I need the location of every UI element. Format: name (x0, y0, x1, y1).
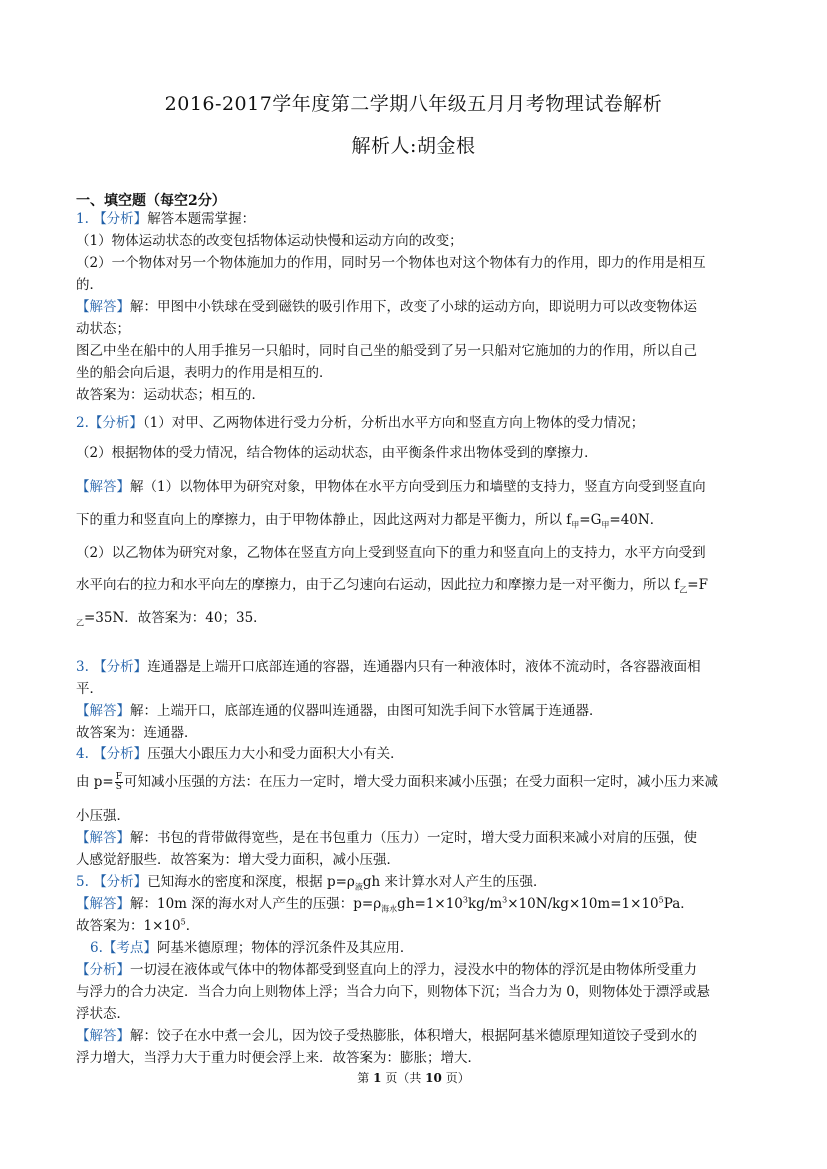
subscript-jia-2: 甲 (601, 520, 610, 530)
superscript-5: 5 (658, 895, 664, 905)
superscript-5b: 5 (180, 917, 186, 927)
q1-analysis-tag: 【分析】 (93, 211, 148, 227)
q4-answer-line-2: 人感觉舒服些．故答案为：增大受力面积，减小压强． (76, 852, 400, 868)
q4-answer-text-1: 解：书包的背带做得宽些，是在书包重力（压力）一定时，增大受力面积来减小对肩的压强，使 (130, 830, 697, 846)
q5-answer-part-2: kg/m (468, 896, 503, 912)
q6-answer-text-1: 解：饺子在水中煮一会儿，因为饺子受热膨胀，体积增大，根据阿基米德原理知道饺子受到水的 (130, 1028, 697, 1044)
q5-answer-text: 解：10m 深的海水对人产生的压强：p=ρ (130, 896, 382, 912)
q5-number: 5. (76, 874, 89, 890)
q1-final-answer: 故答案为：运动状态；相互的． (76, 387, 265, 403)
q4-analysis-line-2 (76, 772, 756, 792)
superscript-3b: 3 (502, 895, 508, 905)
subscript-yi: 乙 (679, 585, 688, 595)
q5-answer-line (76, 894, 756, 914)
q2-answer-text-1: 解（1）以物体甲为研究对象，甲物体在水平方向受到压力和墙壁的支持力，竖直方向受到竖直向 (130, 479, 706, 495)
q2-analysis-line-1 (76, 413, 756, 433)
q5-answer-part-1: gh=1×10 (397, 896, 463, 912)
q6-answer-line-1 (76, 1026, 756, 1046)
q4-answer-line-1 (76, 828, 756, 848)
q3-final-answer: 故答案为：连通器． (76, 725, 198, 741)
q1-answer-line-2: 动状态； (76, 321, 130, 337)
q2-analysis-line-2: （2）根据物体的受力情况，结合物体的运动状态，由平衡条件求出物体受到的摩擦力． (76, 445, 598, 461)
q5-analysis-text: 已知海水的密度和深度，根据 p=ρ (147, 874, 355, 890)
q6-analysis-line-2: 与浮力的合力决定．当合力向上则物体上浮；当合力向下，则物体下沉；当合力为 0，则物体处于漂浮或悬 (76, 984, 710, 1000)
superscript-3: 3 (462, 895, 468, 905)
q6-analysis-text-1: 一切浸在液体或气体中的物体都受到竖直向上的浮力，浸没水中的物体的浮沉是由物体所受重力 (130, 962, 697, 978)
q3-analysis-line-2: 平． (76, 681, 103, 697)
q1-answer-line-1 (76, 297, 756, 317)
total-pages: 10 (425, 1071, 442, 1085)
fraction-numerator: F (115, 772, 122, 782)
q3-answer-text: 解：上端开口，底部连通的仪器叫连通器，由图可知洗手间下水管属于连通器． (130, 703, 603, 719)
q4-formula-prefix: 由 p= (76, 774, 114, 790)
q2-answer-text-4: 水平向右的拉力和水平向左的摩擦力，由于乙匀速向右运动，因此拉力和摩擦力是一对平衡力，所以 f (76, 577, 680, 593)
q2-answer-text-2b: =G (579, 512, 602, 528)
q3-analysis-text-1: 连通器是上端开口底部连通的容器，连通器内只有一种液体时，液体不流动时，各容器液面相 (147, 659, 701, 675)
q4-analysis-tag: 【分析】 (93, 746, 148, 762)
q3-analysis-line-1 (76, 657, 756, 677)
q1-point-2b: 的． (76, 277, 103, 293)
document-author: 解析人:胡金根 (351, 135, 476, 157)
q4-analysis-line-3: 小压强． (76, 808, 130, 824)
q5-final-text: 故答案为：1×10 (76, 918, 181, 934)
q2-answer-line-3: （2）以乙物体为研究对象，乙物体在竖直方向上受到竖直向下的重力和竖直向上的支持力，水平方向受到 (76, 545, 706, 561)
subscript-yi-2: 乙 (76, 618, 84, 628)
q6-answer-line-2: 浮力增大，当浮力大于重力时便会浮上来．故答案为：膨胀；增大． (76, 1050, 481, 1066)
q1-answer-line-4: 坐的船会向后退，表明力的作用是相互的． (76, 365, 333, 381)
q5-analysis-text-2: gh 来计算水对人产生的压强． (362, 874, 547, 890)
section-heading: 一、填空题（每空2分） (76, 193, 226, 209)
q2-analysis-text-1: （1）对甲、乙两物体进行受力分析，分析出水平方向和竖直方向上物体的受力情况； (142, 415, 645, 431)
q1-analysis-line (76, 209, 756, 229)
q4-number: 4. (76, 746, 89, 762)
q2-answer-text-2: 下的重力和竖直向上的摩擦力，由于甲物体静止，因此这两对力都是平衡力，所以 f (76, 512, 572, 528)
fraction-denominator: S (115, 782, 122, 792)
q2-answer-line-1 (76, 477, 756, 497)
q3-analysis-tag: 【分析】 (93, 659, 148, 675)
footer-prefix: 第 (357, 1071, 370, 1085)
q1-point-1: （1）物体运动状态的改变包括物体运动快慢和运动方向的改变； (76, 233, 463, 249)
q5-answer-tag: 【解答】 (76, 896, 130, 912)
q6-analysis-line-1 (76, 960, 756, 980)
q4-analysis-text-1: 压强大小跟压力大小和受力面积大小有关． (147, 746, 404, 762)
q6-point-line (90, 938, 756, 958)
q2-final-answer: =35N．故答案为：40；35． (84, 610, 267, 626)
q2-answer-text-4b: =F (687, 577, 708, 593)
footer-suffix: 页） (445, 1071, 470, 1085)
q2-answer-line-5 (76, 608, 756, 628)
q2-number: 2. (76, 415, 89, 431)
page-footer (0, 1069, 827, 1086)
q5-final-end: ． (185, 918, 200, 934)
q6-answer-tag: 【解答】 (76, 1028, 130, 1044)
q3-answer-line (76, 701, 756, 721)
q2-analysis-tag: 【分析】 (88, 415, 143, 431)
q6-analysis-tag: 【分析】 (76, 962, 130, 978)
q4-analysis-line-1 (76, 744, 756, 764)
q2-answer-text-2c: =40N． (609, 512, 664, 528)
q3-number: 3. (76, 659, 89, 675)
q6-analysis-line-3: 浮状态． (76, 1006, 130, 1022)
subscript-ye: 液 (354, 882, 363, 892)
q5-answer-part-3: ×10N/kg×10m=1×10 (507, 896, 659, 912)
q1-point-2a: （2）一个物体对另一个物体施加力的作用，同时另一个物体也对这个物体有力的作用，即力的作用是相互 (76, 255, 706, 271)
fraction-f-over-s (115, 773, 123, 792)
subscript-jia: 甲 (571, 520, 580, 530)
q5-analysis-line (76, 872, 756, 892)
page-number: 1 (373, 1071, 382, 1085)
q1-number: 1. (76, 211, 89, 227)
footer-middle: 页（共 (385, 1071, 422, 1085)
q4-analysis-text-2: 可知减小压强的方法：在压力一定时，增大受力面积来减小压强；在受力面积一定时，减小压力来减 (124, 774, 718, 790)
q5-answer-part-4: Pa． (663, 896, 694, 912)
subscript-haishui: 海水 (381, 904, 398, 914)
q6-number: 6. (90, 940, 103, 956)
document-title: 2016-2017学年度第二学期八年级五月月考物理试卷解析 (164, 93, 663, 115)
q2-answer-line-4 (76, 575, 756, 595)
q6-point-tag: 【考点】 (102, 940, 157, 956)
q6-point-text: 阿基米德原理；物体的浮沉条件及其应用． (156, 940, 414, 956)
q1-answer-line-3: 图乙中坐在船中的人用手推另一只船时，同时自己坐的船受到了另一只船对它施加的力的作用，所以自己 (76, 343, 697, 359)
q2-answer-line-2 (76, 510, 756, 530)
q2-answer-tag: 【解答】 (76, 479, 130, 495)
q1-answer-text-1: 解：甲图中小铁球在受到磁铁的吸引作用下，改变了小球的运动方向，即说明力可以改变物体运 (130, 299, 697, 315)
q1-analysis-text: 解答本题需掌握： (147, 211, 256, 227)
q1-answer-tag: 【解答】 (76, 299, 130, 315)
q4-answer-tag: 【解答】 (76, 830, 130, 846)
q5-final-answer (76, 916, 756, 936)
q3-answer-tag: 【解答】 (76, 703, 130, 719)
q5-analysis-tag: 【分析】 (93, 874, 148, 890)
